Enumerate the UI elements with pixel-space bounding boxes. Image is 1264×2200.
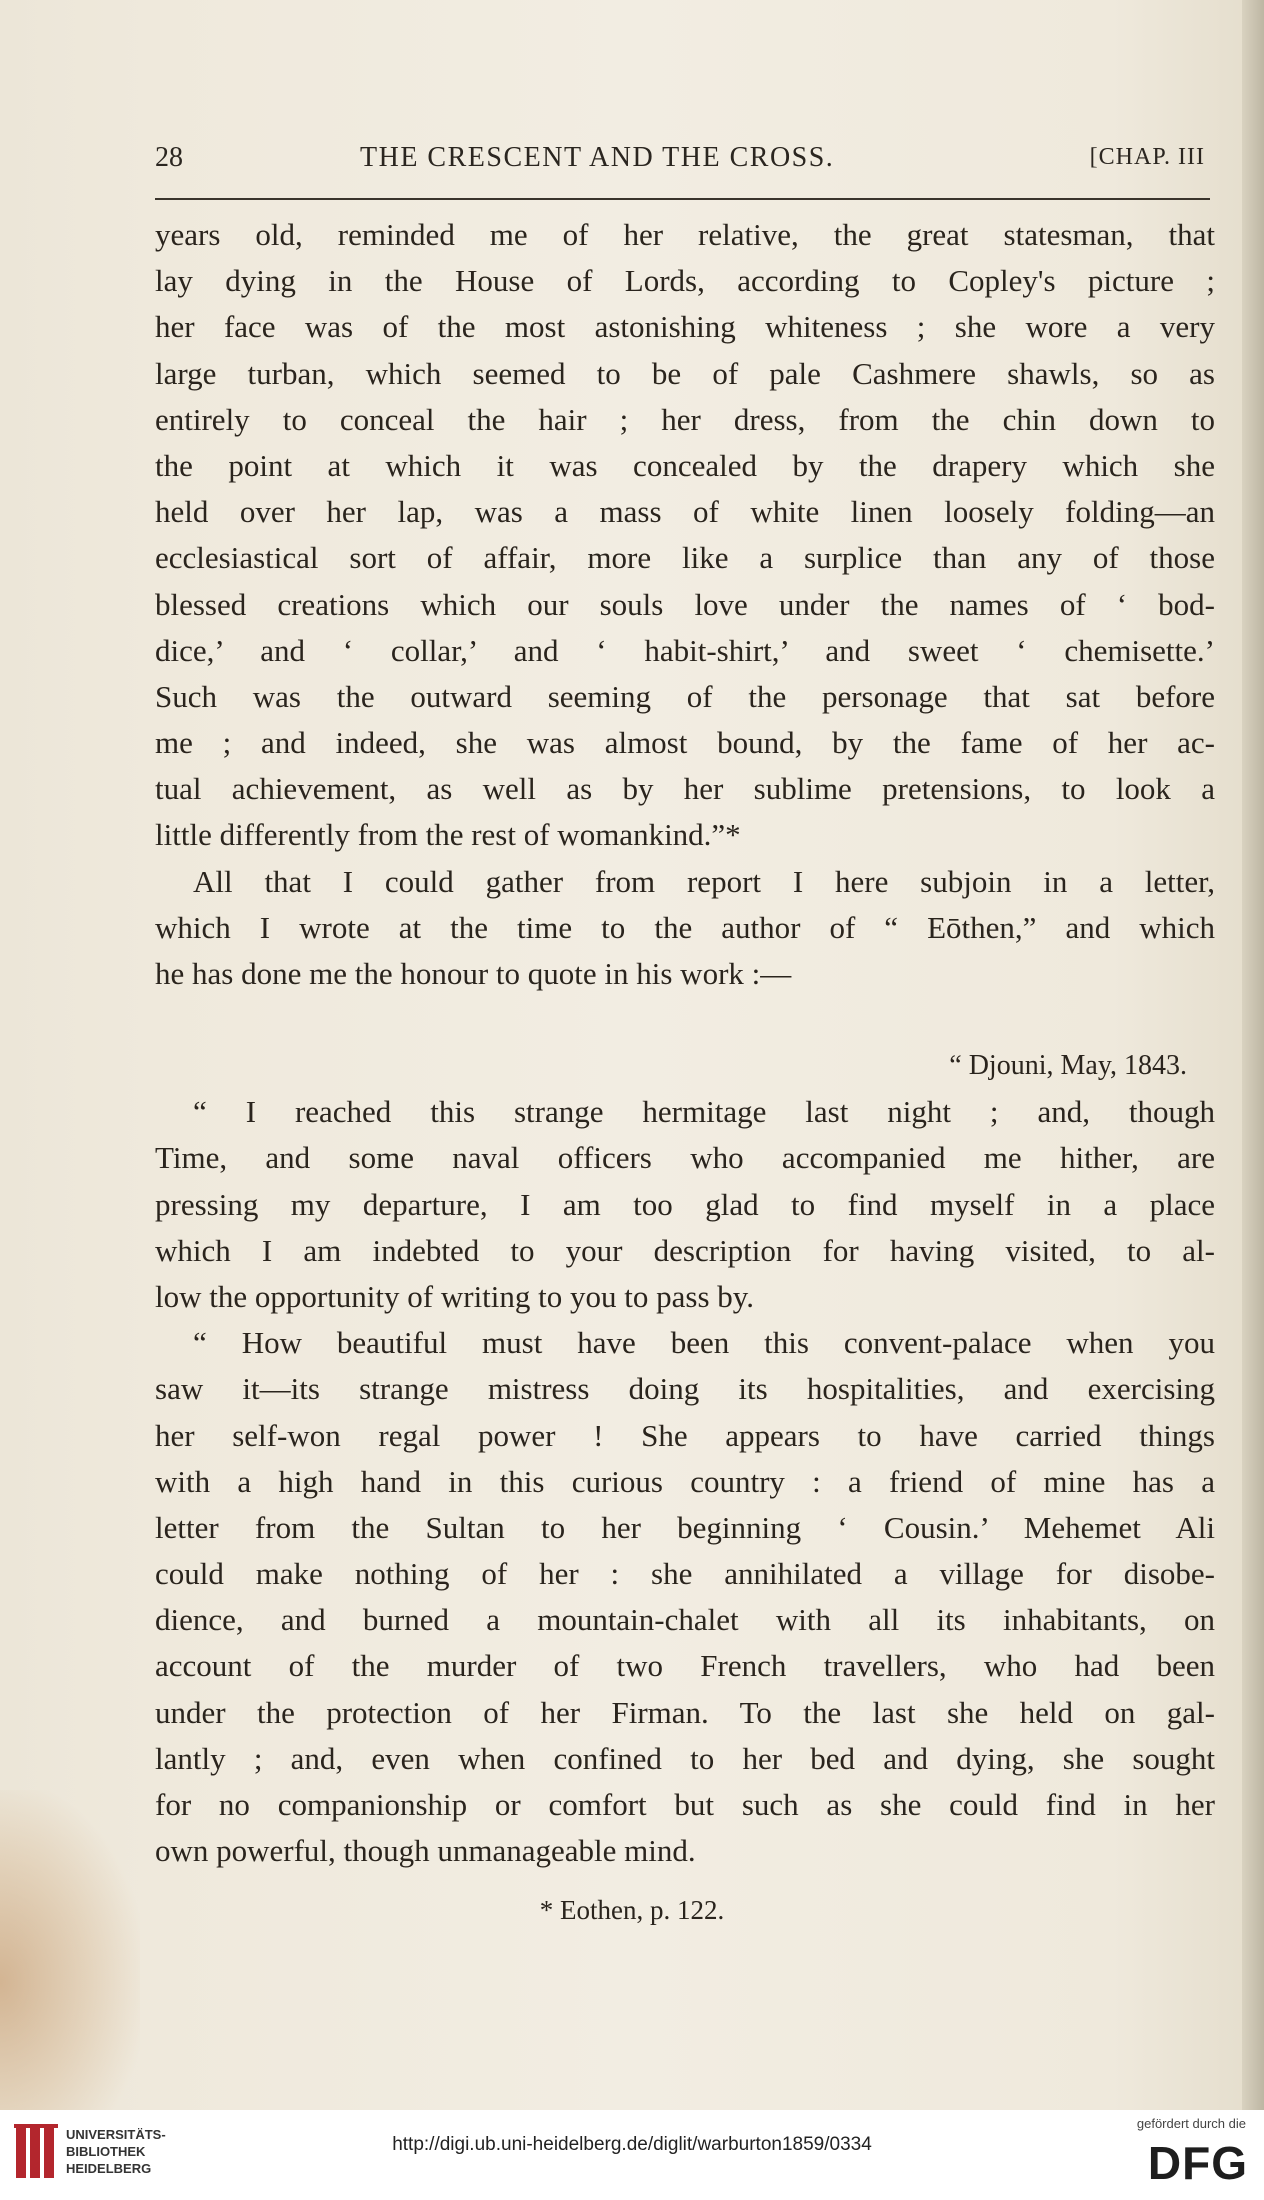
text-line: little differently from the rest of womankind.”*	[155, 817, 741, 853]
page-stain	[0, 1790, 140, 2110]
letter-line: account of the murder of two French travellers, who had been	[155, 1648, 1215, 1684]
dfg-logo: DFG	[1147, 2137, 1248, 2189]
text-line: large turban, which seemed to be of pale Cashmere shawls, so as	[155, 355, 1215, 391]
letter-line: could make nothing of her : she annihilated a village for disobe-	[155, 1556, 1215, 1592]
letter-line: low the opportunity of writing to you to pass by.	[155, 1278, 755, 1314]
text-line: held over her lap, was a mass of white linen loosely folding—an	[155, 494, 1215, 530]
letter-line: her self-won regal power ! She appears to have carried things	[155, 1417, 1215, 1453]
footnote: * Eothen, p. 122.	[539, 1895, 725, 1925]
letter-line: Time, and some naval officers who accompanied me hither, are	[155, 1140, 1215, 1176]
library-name-line: UNIVERSITÄTS-	[66, 2127, 166, 2142]
page-number: 28	[155, 142, 183, 173]
permalink-url[interactable]: http://digi.ub.uni-heidelberg.de/diglit/warburton1859/0334	[392, 2134, 872, 2155]
text-line: entirely to conceal the hair ; her dress, from the chin down to	[155, 401, 1215, 437]
text-line: tual achievement, as well as by her sublime pretensions, to look a	[155, 771, 1215, 807]
letter-line: own powerful, though unmanageable mind.	[155, 1833, 696, 1869]
chapter-label: [CHAP. III	[1089, 144, 1205, 170]
text-line: me ; and indeed, she was almost bound, by the fame of her ac-	[155, 725, 1215, 761]
body-text	[155, 212, 1215, 1874]
text-line: lay dying in the House of Lords, according to Copley's picture ;	[155, 263, 1215, 299]
library-name-line: HEIDELBERG	[66, 2161, 152, 2176]
viewer-footer	[0, 2110, 1264, 2200]
library-name-line: BIBLIOTHEK	[66, 2144, 146, 2159]
text-line: ecclesiastical sort of affair, more like a surplice than any of those	[155, 540, 1215, 576]
letter-line: with a high hand in this curious country : a friend of mine has a	[155, 1463, 1215, 1499]
text-line: years old, reminded me of her relative, the great statesman, that	[155, 217, 1215, 252]
letter-line: under the protection of her Firman. To the last she held on gal-	[155, 1694, 1215, 1730]
text-line: which I wrote at the time to the author of “ Eōthen,” and which	[155, 909, 1215, 945]
header-rule	[155, 198, 1210, 200]
letter-line: for no companionship or comfort but such as she could find in her	[155, 1787, 1215, 1822]
text-line: her face was of the most astonishing whiteness ; she wore a very	[155, 309, 1215, 345]
letter-line: saw it—its strange mistress doing its hospitalities, and exercising	[155, 1371, 1215, 1407]
text-line: the point at which it was concealed by the drapery which she	[155, 447, 1215, 483]
page-edge	[1242, 0, 1264, 2110]
letter-line: lantly ; and, even when confined to her bed and dying, she sought	[155, 1740, 1215, 1776]
running-header	[155, 142, 1205, 182]
letter-date: “ Djouni, May, 1843.	[949, 1050, 1187, 1082]
letter-line: “ I reached this strange hermitage last night ; and, though	[193, 1094, 1215, 1130]
paragraph-gap	[155, 997, 1215, 1043]
text-line: All that I could gather from report I here subjoin in a letter,	[193, 863, 1215, 899]
text-line: Such was the outward seeming of the personage that sat before	[155, 678, 1215, 714]
letter-line: dience, and burned a mountain-chalet with all its inhabitants, on	[155, 1602, 1215, 1638]
letter-line: which I am indebted to your description for having visited, to al-	[155, 1232, 1215, 1268]
letter-line: “ How beautiful must have been this convent-palace when you	[193, 1325, 1215, 1361]
funding-note: gefördert durch die	[1136, 2116, 1246, 2131]
text-line: dice,’ and ‘ collar,’ and ‘ habit-shirt,’ and sweet ‘ chemisette.’	[155, 632, 1215, 668]
text-line: blessed creations which our souls love under the names of ‘ bod-	[155, 586, 1215, 622]
letter-line: pressing my departure, I am too glad to find myself in a place	[155, 1186, 1215, 1222]
letter-line: letter from the Sultan to her beginning ‘ Cousin.’ Mehemet Ali	[155, 1509, 1215, 1545]
running-title: THE CRESCENT AND THE CROSS.	[360, 142, 835, 173]
text-line: he has done me the honour to quote in his work :—	[155, 956, 792, 991]
